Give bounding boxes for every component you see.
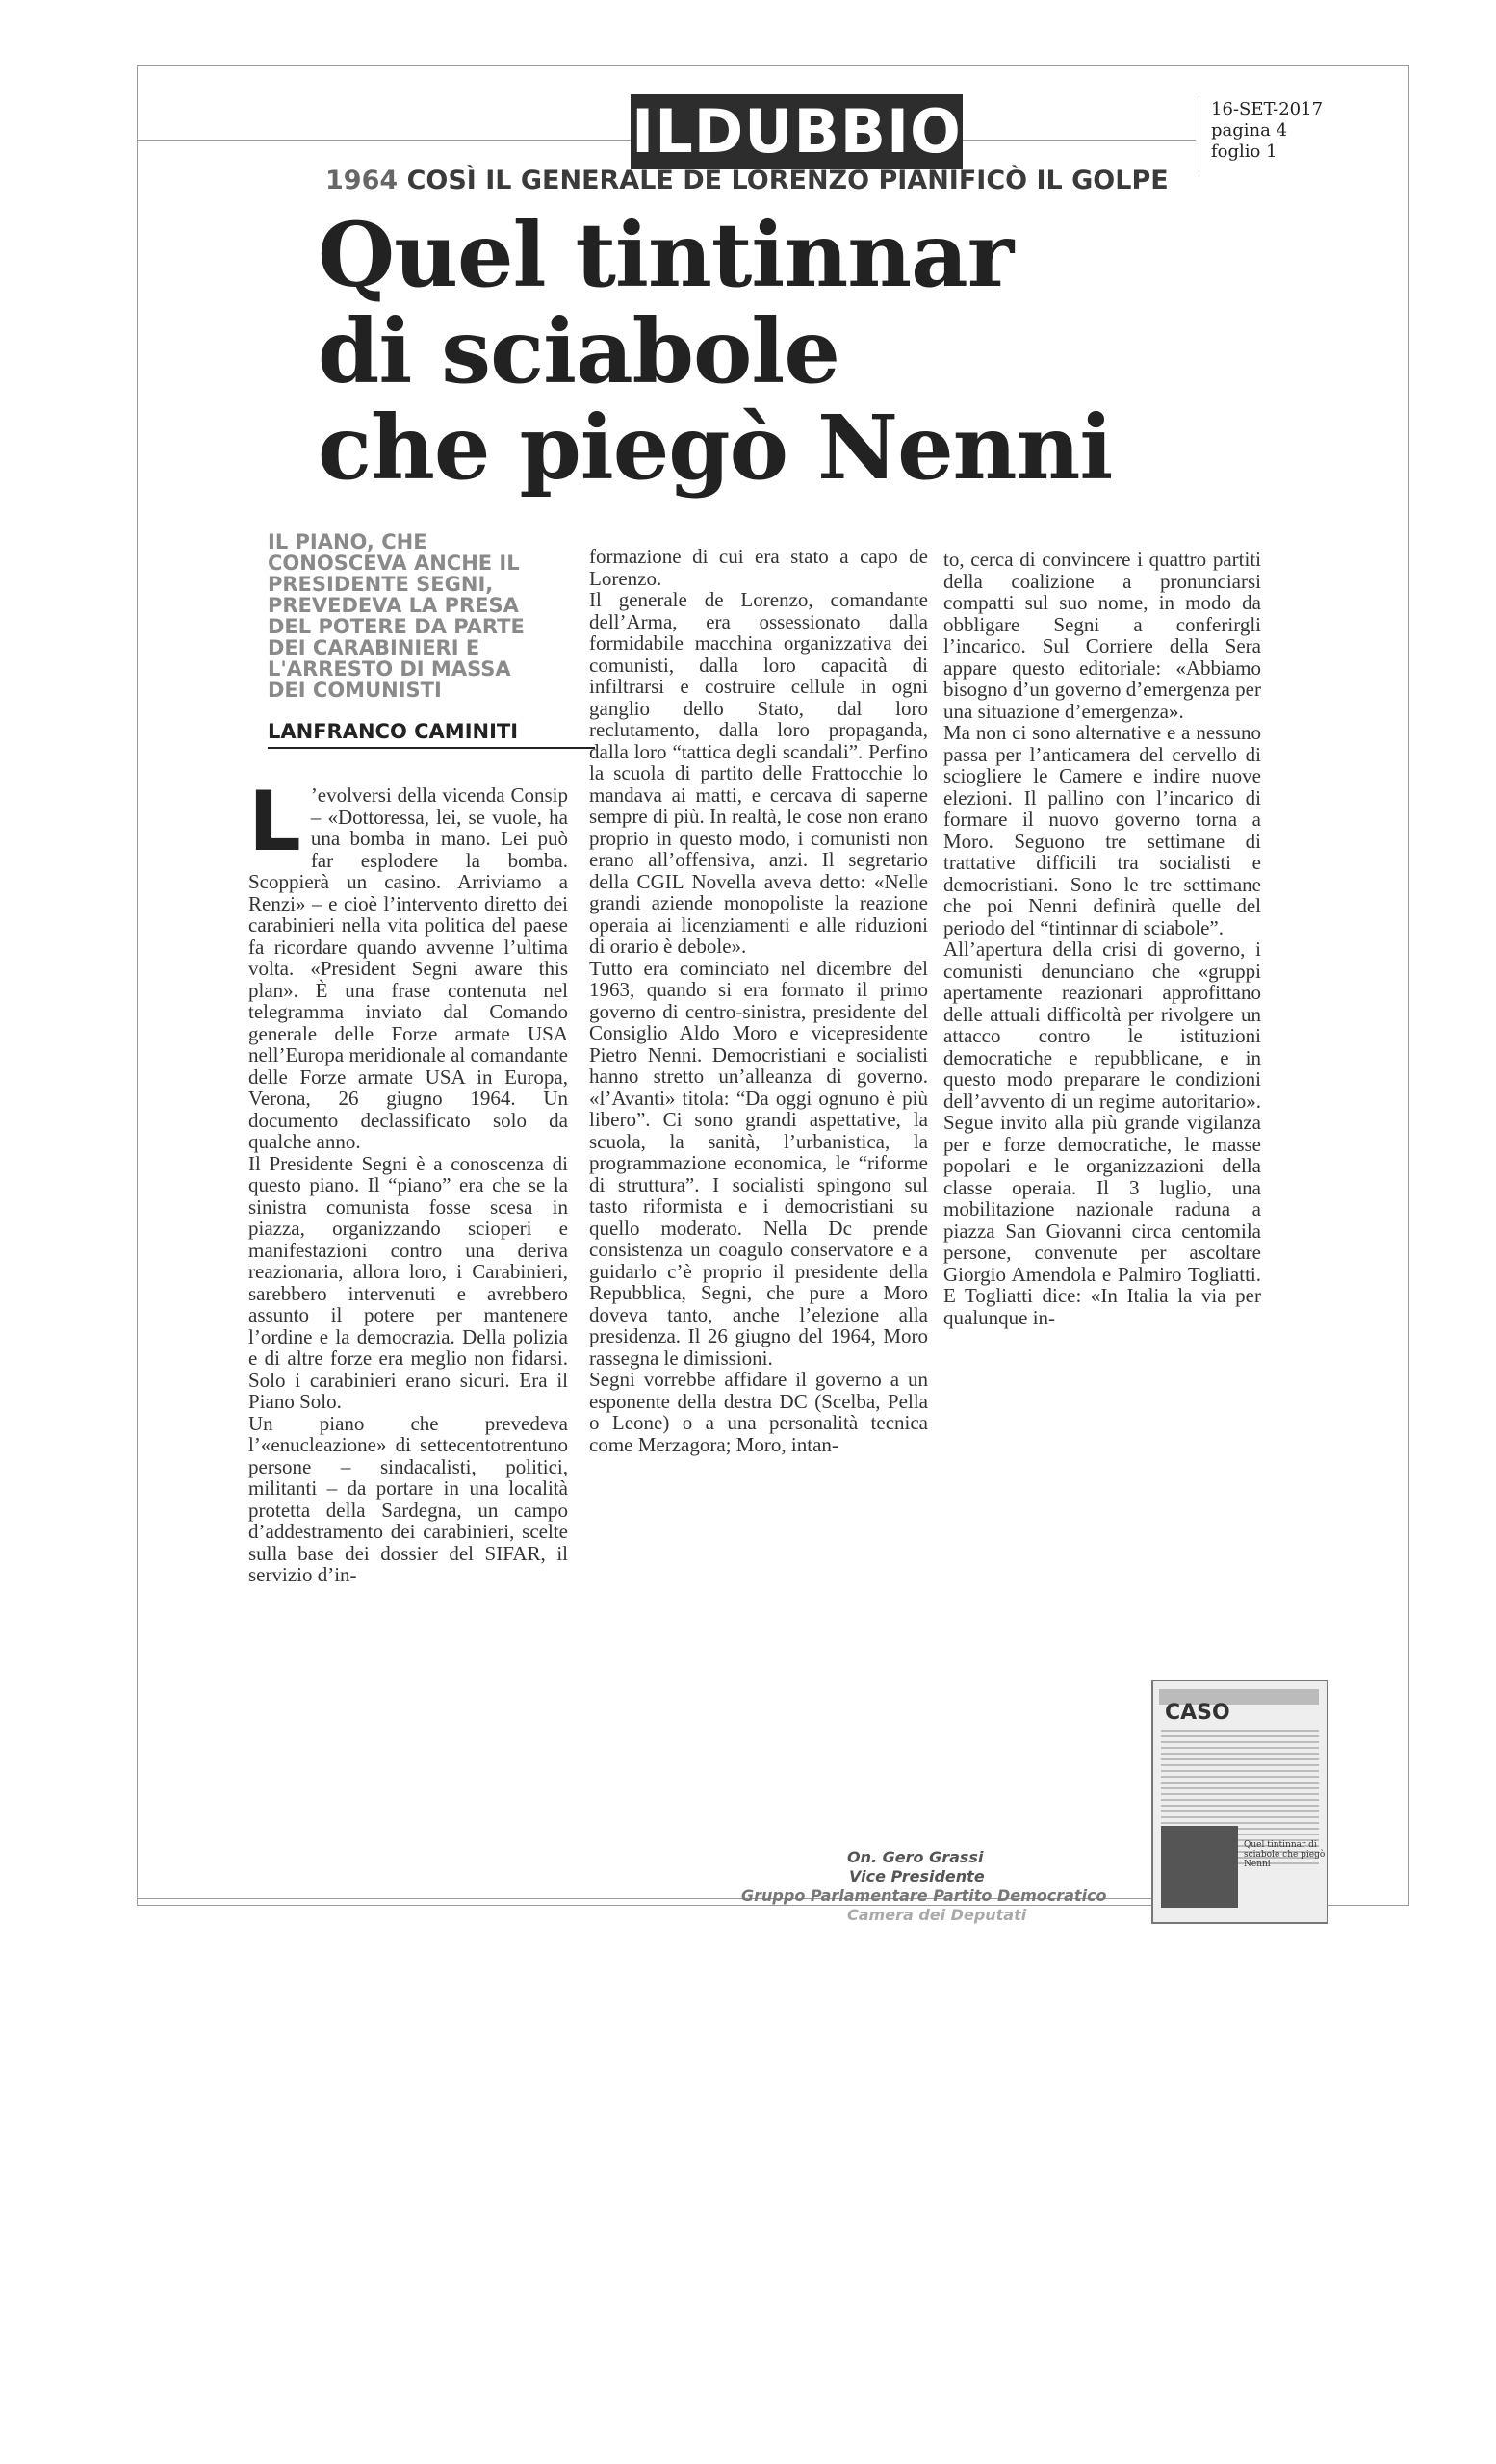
stamp-chamber: Camera dei Deputati — [847, 1906, 1027, 1924]
article-byline: LANFRANCO CAMINITI — [268, 720, 595, 749]
column-3-paragraph: All’apertura della crisi di governo, i comunisti denunciano che «gruppi apertamente reazionari approfittano delle attuali difficoltà per rivolgere un attacco contro le istituzioni democratiche e repubblicane, e in questo modo preparare le condizioni dell’avvento di un regime autoritario». Segue invito alla più grande vigilanza per e forze democratiche, le masse popolari e le organizzazioni della classe operaia. Il 3 luglio, una mobilitazione nazionale raduna a piazza San Giovanni circa centomila persone, convenute per ascoltare Giorgio Amendola e Palmiro Togliatti. E Togliatti dice: «In Italia la via per qualunque in- — [943, 937, 1261, 1329]
column-2-paragraph: Il generale de Lorenzo, comandante dell’Arma, era ossessionato dalla formidabile macchina organizzativa dei comunisti, dalla loro capacità di infiltrarsi e costruire cellule in ogni ganglio dello Stato, dal loro reclutamento, dalla loro propaganda, dalla loro “tattica degli scandali”. Perfino la scuola di partito delle Frattocchie lo mandava ai matti, e cercava di saperne sempre di più. In realtà, le cose non erano proprio in questo modo, i comunisti non erano all’offensiva, anzi. Il segretario della CGIL Novella aveva detto: «Nelle grandi aziende monopoliste la reazione operaia ai licenziamenti e alle riduzioni di orario è debole». — [589, 588, 928, 958]
column-3-paragraph: Ma non ci sono alternative e a nessuno passa per l’anticamera del cervello di sciogliere le Camere e indire nuove elezioni. Il pallino con l’incarico di formare il nuovo governo torna a Moro. Seguono tre settimane di trattative difficili tra socialisti e democristiani. Sono le tre settimane che poi Nenni definirà quelle del periodo del “tintinnar di sciabole”. — [943, 721, 1261, 939]
clipping-sheet: foglio 1 — [1211, 141, 1277, 162]
clipping-meta — [1199, 99, 1418, 176]
kicker-year: 1964 — [325, 166, 399, 195]
drop-cap: L — [248, 774, 301, 870]
article-column-2 — [589, 546, 928, 1455]
newspaper-masthead: ILDUBBIO — [631, 94, 963, 169]
article-summary: IL PIANO, CHE CONOSCEVA ANCHE IL PRESIDENTE SEGNI, PREVEDEVA LA PRESA DEL POTERE DA PARTE DEI CARABINIERI E L'ARRESTO DI MASSA DEI COMUNISTI — [268, 530, 525, 702]
article-column-1 — [248, 774, 568, 1586]
article-headline — [318, 203, 1113, 500]
kicker-text: COSÌ IL GENERALE DE LORENZO PIANIFICÒ IL GOLPE — [406, 166, 1169, 195]
headline-line-3: che piegò Nenni — [318, 396, 1113, 500]
clipping-page: pagina 4 — [1211, 120, 1288, 141]
stamp-role: Vice Presidente — [849, 1867, 985, 1886]
article-kicker — [325, 166, 1169, 195]
article-column-3 — [943, 549, 1261, 1328]
deputy-stamp — [741, 1848, 1107, 1925]
headline-line-2: di sciabole — [318, 299, 839, 403]
page-thumbnail — [1151, 1680, 1328, 1924]
stamp-group: Gruppo Parlamentare Partito Democratico — [741, 1886, 1107, 1905]
thumbnail-section: CASO — [1165, 1701, 1230, 1725]
column-2-paragraph: Tutto era cominciato nel dicembre del 1963, quando si era formato il primo governo di centro-sinistra, presidente del Consiglio Aldo Moro e vicepresidente Pietro Nenni. Democristiani e socialisti hanno stretto un’alleanza di governo. «l’Avanti» titola: “Da oggi ognuno è più libero”. Ci sono grandi aspettative, la scuola, la sanità, l’urbanistica, la programmazione economica, le “riforme di struttura”. I socialisti spingono sul tasto riformista e i democristiani su quello moderato. Nella Dc prende consistenza un coagulo conservatore e a guidarlo c’è proprio il presidente della Repubblica, Segni, che pure a Moro doveva tanto, anche l’elezione alla presidenza. Il 26 giugno del 1964, Moro rassegna le dimissioni. — [589, 956, 928, 1370]
clipping-date: 16-SET-2017 — [1211, 99, 1324, 119]
column-1-paragraph: ’evolversi della vicenda Consip – «Dottoressa, lei, se vuole, ha una bomba in mano. Lei può far esplodere la bomba. Scoppierà un casino. Arriviamo a Renzi» – e cioè l’intervento diretto dei carabinieri nella vita politica del paese fa ricordare quando avvenne l’ultima volta. «President Segni aware this plan». È una frase contenuta nel telegramma inviato dal Comando generale delle Forze armate USA nell’Europa meridionale al comandante delle Forze armate USA in Europa, Verona, 26 giugno 1964. Un documento declassificato solo da qualche anno. — [248, 783, 568, 1153]
thumbnail-photo — [1161, 1826, 1238, 1908]
column-2-paragraph: formazione di cui era stato a capo de Lorenzo. — [589, 545, 928, 590]
column-3-paragraph: to, cerca di convincere i quattro partiti della coalizione a pronunciarsi compatti sul suo nome, in modo da obbligare Segni a conferirgli l’incarico. Sul Corriere della Sera appare questo editoriale: «Abbiamo bisogno d’un governo d’emergenza per una situazione d’emergenza». — [943, 548, 1261, 723]
column-1-paragraph: Il Presidente Segni è a conoscenza di questo piano. Il “piano” era che se la sinistra comunista fosse scesa in piazza, organizzando scioperi e manifestazioni contro una deriva reazionaria, allora loro, i Carabinieri, sarebbero intervenuti e avrebbero assunto il potere per mantenere l’ordine e la democrazia. Della polizia e di altre forze era meglio non fidarsi. Solo i carabinieri erano sicuri. Era il Piano Solo. — [248, 1151, 568, 1413]
headline-line-1: Quel tintinnar — [318, 203, 1014, 307]
column-2-paragraph: Segni vorrebbe affidare il governo a un esponente della destra DC (Scelba, Pella o Leone) o a una personalità tecnica come Merzagora; Moro, intan- — [589, 1368, 928, 1456]
column-1-paragraph: Un piano che prevedeva l’«enucleazione» di settecentotrentuno persone – sindacalisti, politici, militanti – da portare in una località protetta della Sardegna, un campo d’addestramento dei carabinieri, scelte sulla base dei dossier del SIFAR, il servizio d’in- — [248, 1411, 568, 1586]
stamp-name: On. Gero Grassi — [847, 1848, 984, 1866]
thumbnail-title: Quel tintinnar di sciabole che piegò Nenni — [1244, 1840, 1326, 1869]
